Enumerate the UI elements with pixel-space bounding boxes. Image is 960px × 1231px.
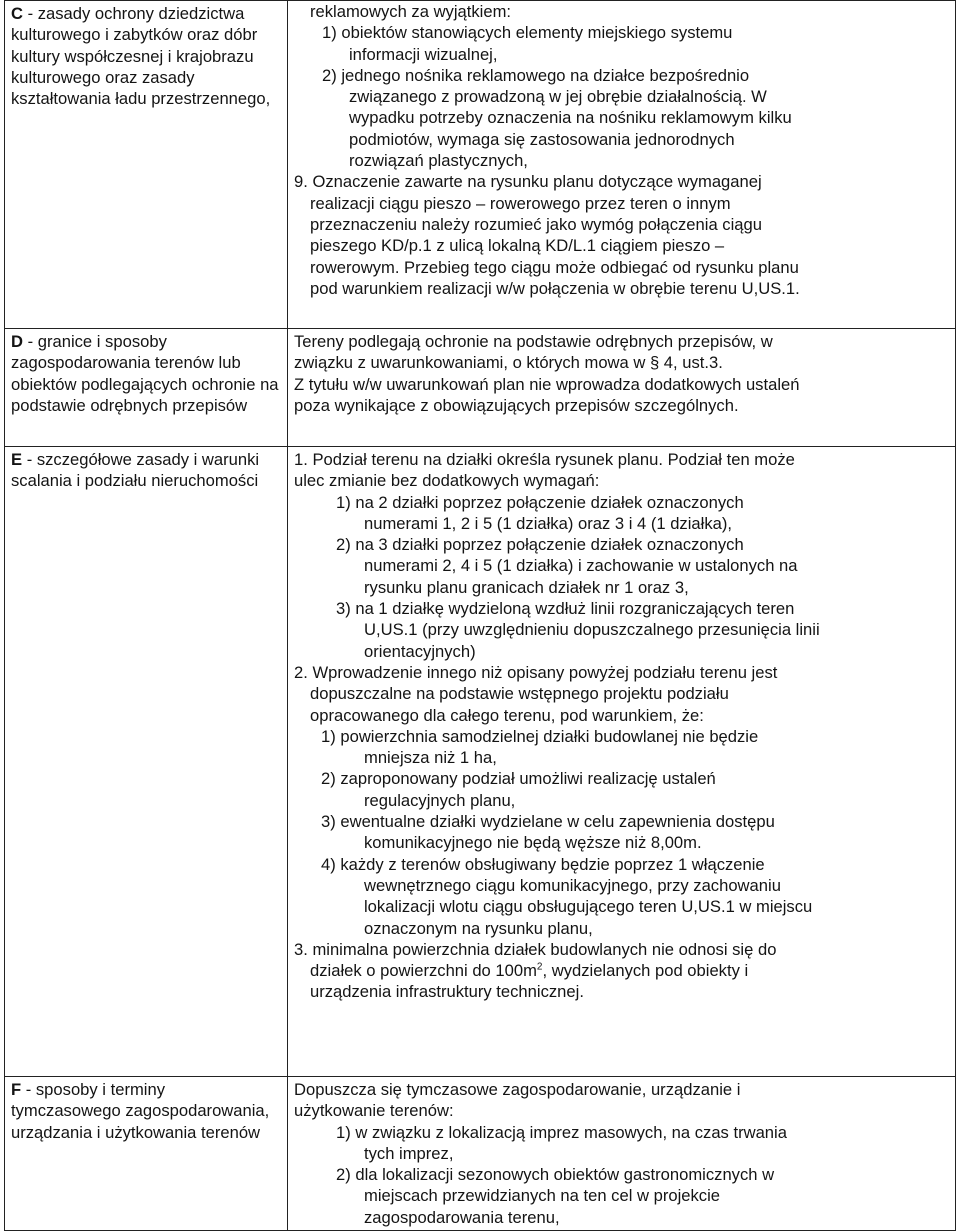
content-line: 3) na 1 działkę wydzieloną wzdłuż linii rozgraniczających teren xyxy=(336,599,795,619)
content-line: numerami 2, 4 i 5 (1 działka) i zachowanie w ustalonych na xyxy=(364,556,798,576)
row-f-code: F xyxy=(11,1080,22,1099)
row-e-content-cell xyxy=(288,447,956,1077)
content-line: użytkowanie terenów: xyxy=(294,1101,454,1121)
content-line: rowerowym. Przebieg tego ciągu może odbiegać od rysunku planu xyxy=(310,257,799,277)
content-line: miejscach przewidzianych na ten cel w projekcie xyxy=(364,1186,721,1206)
content-line: ulec zmianie bez dodatkowych wymagań: xyxy=(294,471,600,491)
content-line: Dopuszcza się tymczasowe zagospodarowanie, urządzanie i xyxy=(294,1080,741,1099)
content-line: 1) obiektów stanowiących elementy miejskiego systemu xyxy=(322,23,733,43)
content-line: 2) dla lokalizacji sezonowych obiektów gastronomicznych w xyxy=(336,1165,775,1185)
content-line: regulacyjnych planu, xyxy=(364,790,516,810)
content-line: 3. minimalna powierzchnia działek budowlanych nie odnosi się do xyxy=(294,939,777,959)
content-line: informacji wizualnej, xyxy=(349,44,498,64)
content-line: urządzenia infrastruktury technicznej. xyxy=(310,982,584,1002)
content-line: rysunku planu granicach działek nr 1 oraz 3, xyxy=(364,577,689,597)
content-line: numerami 1, 2 i 5 (1 działka) oraz 3 i 4 (1 działka), xyxy=(364,513,732,533)
content-line: wewnętrznego ciągu komunikacyjnego, przy zachowaniu xyxy=(364,875,781,895)
content-line: 2) na 3 działki poprzez połączenie działek oznaczonych xyxy=(336,535,744,555)
superscript-2: 2 xyxy=(536,961,543,973)
content-line: 2. Wprowadzenie innego niż opisany powyżej podziału terenu jest xyxy=(294,662,778,682)
row-d-label-text: - granice i sposoby zagospodarowania terenów lub obiektów podlegających ochronie na podstawie odrębnych przepisów xyxy=(11,332,279,415)
row-e-label-cell xyxy=(5,447,288,1077)
row-f-label-cell xyxy=(5,1077,288,1231)
content-line: związanego z prowadzoną w jej obrębie działalnością. W xyxy=(349,87,767,107)
row-e-label xyxy=(11,449,279,492)
content-line xyxy=(294,960,947,981)
row-e-label-text: - szczegółowe zasady i warunki scalania i podziału nieruchomości xyxy=(11,450,260,491)
row-f-label-text: - sposoby i terminy tymczasowego zagospodarowania, urządzania i użytkowania terenów xyxy=(11,1080,270,1142)
row-c-label-text: - zasady ochrony dziedzictwa kulturowego i zabytków oraz dóbr kultury współczesnej i krajobrazu kulturowego oraz zasady kształtowania ładu przestrzennego, xyxy=(11,4,271,109)
content-line: Tereny podlegają ochronie na podstawie odrębnych przepisów, w xyxy=(294,332,773,351)
content-line: poza wynikające z obowiązujących przepisów szczególnych. xyxy=(294,395,739,415)
row-d-code: D xyxy=(11,332,23,351)
row-c-label-cell xyxy=(5,1,288,329)
content-line: dopuszczalne na podstawie wstępnego projektu podziału xyxy=(310,684,729,704)
content-line: oznaczonym na rysunku planu, xyxy=(364,918,593,938)
row-d-label xyxy=(11,331,279,416)
content-line: orientacyjnych) xyxy=(364,641,476,661)
content-line: realizacji ciągu pieszo – rowerowego przez teren o innym xyxy=(310,193,731,213)
content-line: pieszego KD/p.1 z ulicą lokalną KD/L.1 ciągiem pieszo – xyxy=(310,236,725,256)
content-line: rozwiązań plastycznych, xyxy=(349,151,528,171)
content-line: wypadku potrzeby oznaczenia na nośniku reklamowym kilku xyxy=(349,108,792,128)
table-row-f xyxy=(5,1077,956,1231)
content-line: 1. Podział terenu na działki określa rysunek planu. Podział ten może xyxy=(294,450,795,469)
row-d-label-cell xyxy=(5,329,288,447)
row-d-content-cell xyxy=(288,329,956,447)
content-line: zagospodarowania terenu, xyxy=(364,1207,560,1227)
content-line: komunikacyjnego nie będą węższe niż 8,00m. xyxy=(364,833,702,853)
content-line: mniejsza niż 1 ha, xyxy=(364,748,497,768)
content-line: opracowanego dla całego terenu, pod warunkiem, że: xyxy=(310,705,704,725)
row-e-code: E xyxy=(11,450,23,469)
row-c-content-cell xyxy=(288,1,956,329)
content-line: pod warunkiem realizacji w/w połączenia w obrębie terenu U,US.1. xyxy=(310,278,800,298)
content-line: U,US.1 (przy uwzględnieniu dopuszczalnego przesunięcia linii xyxy=(364,620,820,640)
regulation-table xyxy=(4,0,956,1231)
content-line: Z tytułu w/w uwarunkowań plan nie wprowadza dodatkowych ustaleń xyxy=(294,374,800,394)
content-line: tych imprez, xyxy=(364,1143,454,1163)
area-text-rest: , wydzielanych pod obiekty i xyxy=(542,961,749,981)
row-c-code: C xyxy=(11,4,23,23)
area-text: działek o powierzchni do 100m xyxy=(310,961,537,981)
content-line: 1) na 2 działki poprzez połączenie działek oznaczonych xyxy=(336,492,744,512)
row-c-label xyxy=(11,3,279,109)
content-line: podmiotów, wymaga się zastosowania jednorodnych xyxy=(349,129,735,149)
content-line: 2) jednego nośnika reklamowego na działce bezpośrednio xyxy=(322,65,750,85)
content-line: 1) powierzchnia samodzielnej działki budowlanej nie będzie xyxy=(321,726,759,746)
table-row-c xyxy=(5,1,956,329)
content-line: 4) każdy z terenów obsługiwany będzie poprzez 1 włączenie xyxy=(321,854,765,874)
content-line: reklamowych za wyjątkiem: xyxy=(310,2,512,21)
table-row-e xyxy=(5,447,956,1077)
row-f-content-cell xyxy=(288,1077,956,1231)
content-line: związku z uwarunkowaniami, o których mowa w § 4, ust.3. xyxy=(294,353,723,373)
content-line: 9. Oznaczenie zawarte na rysunku planu dotyczące wymaganej xyxy=(294,172,762,192)
table-row-d xyxy=(5,329,956,447)
row-f-label xyxy=(11,1079,279,1143)
content-line: lokalizacji wlotu ciągu obsługującego teren U,US.1 w miejscu xyxy=(364,897,813,917)
content-line: 2) zaproponowany podział umożliwi realizację ustaleń xyxy=(321,769,716,789)
content-line: 1) w związku z lokalizacją imprez masowych, na czas trwania xyxy=(336,1122,787,1142)
content-line: 3) ewentualne działki wydzielane w celu zapewnienia dostępu xyxy=(321,812,775,832)
content-line: przeznaczeniu należy rozumieć jako wymóg połączenia ciągu xyxy=(310,214,762,234)
